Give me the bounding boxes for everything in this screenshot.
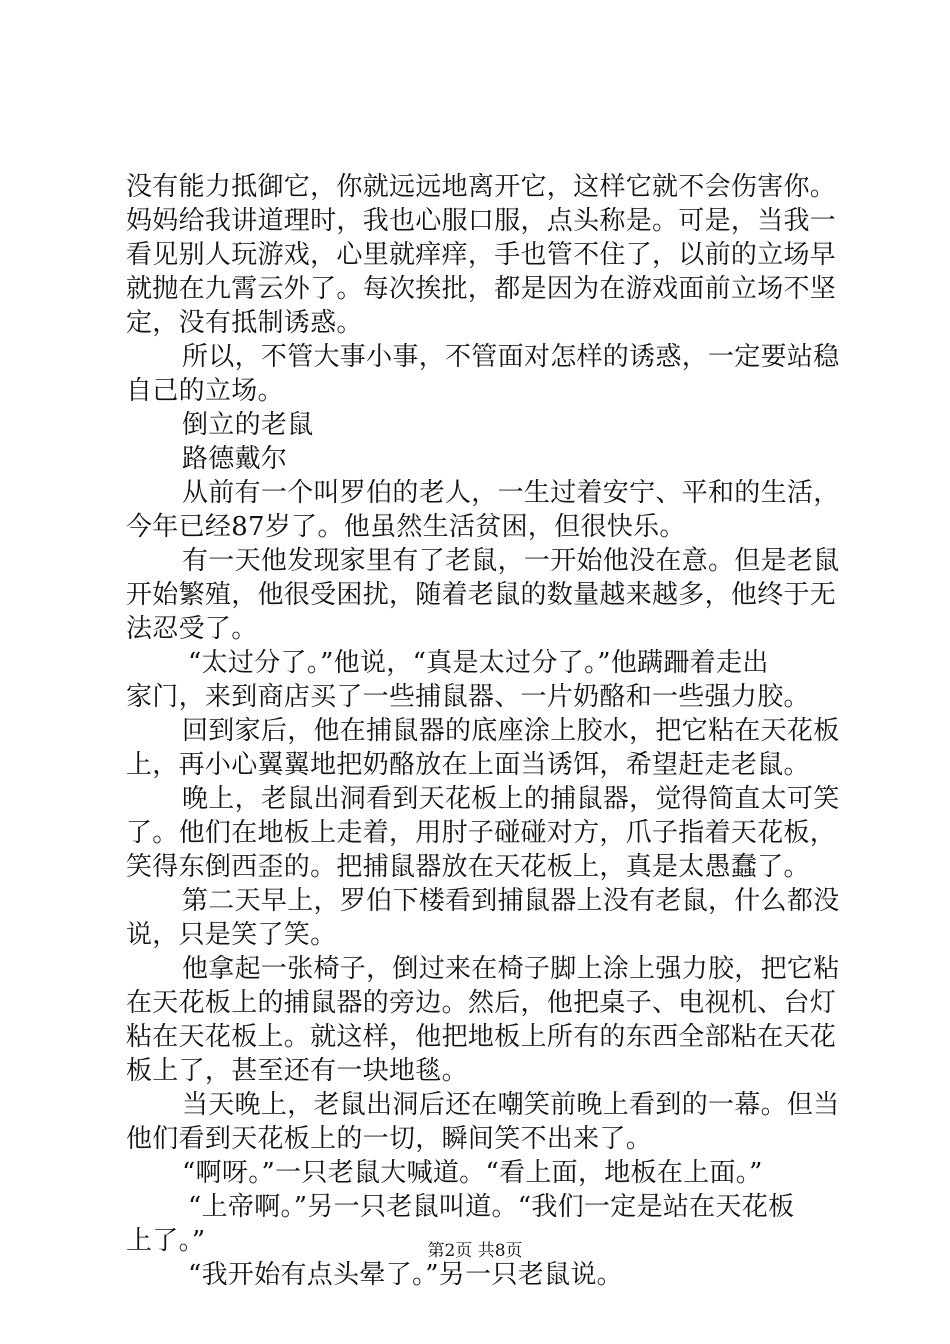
text-line: 回到家后，他在捕鼠器的底座涂上胶水，把它粘在天花板 [182, 716, 840, 746]
text-line: “我开始有点头晕了。”另一只老鼠说。 [188, 1260, 623, 1290]
text-line: 法忍受了。 [126, 614, 258, 644]
text-line: 家门，来到商店买了一些捕鼠器、一片奶酪和一些强力胶。 [126, 682, 810, 712]
text-line: 自己的立场。 [126, 376, 284, 406]
text-line: 板上了，甚至还有一块地毯。 [126, 1056, 468, 1086]
text-line: 他拿起一张椅子，倒过来在椅子脚上涂上强力胶，把它粘 [182, 954, 840, 984]
text-line: 粘在天花板上。就这样，他把地板上所有的东西全部粘在天花 [126, 1022, 837, 1052]
text-line: 笑得东倒西歪的。把捕鼠器放在天花板上，真是太愚蠢了。 [126, 852, 810, 882]
text-line: 当天晚上，老鼠出洞后还在嘲笑前晚上看到的一幕。但当 [182, 1090, 840, 1120]
text-line: 看见别人玩游戏，心里就痒痒，手也管不住了，以前的立场早 [126, 240, 837, 270]
text-line: 有一天他发现家里有了老鼠，一开始他没在意。但是老鼠 [182, 546, 840, 576]
text-line: 晚上，老鼠出洞看到天花板上的捕鼠器，觉得简直太可笑 [182, 784, 840, 814]
text-line: 第二天早上，罗伯下楼看到捕鼠器上没有老鼠，什么都没 [182, 886, 840, 916]
text-line: 所以，不管大事小事，不管面对怎样的诱惑，一定要站稳 [182, 342, 840, 372]
document-body [126, 170, 846, 1292]
text-line: 上，再小心翼翼地把奶酪放在上面当诱饵，希望赶走老鼠。 [126, 750, 810, 780]
text-line: 今年已经87岁了。他虽然生活贫困，但很快乐。 [126, 512, 686, 542]
text-line: 开始繁殖，他很受困扰，随着老鼠的数量越来越多，他终于无 [126, 580, 837, 610]
text-line: 在天花板上的捕鼠器的旁边。然后，他把桌子、电视机、台灯 [126, 988, 837, 1018]
text-line: 从前有一个叫罗伯的老人，一生过着安宁、平和的生活， [182, 478, 840, 508]
text-line: 定，没有抵制诱惑。 [126, 308, 363, 338]
text-line: 他们看到天花板上的一切，瞬间笑不出来了。 [126, 1124, 653, 1154]
text-line: 说，只是笑了笑。 [126, 920, 337, 950]
text-line: “啊呀。”一只老鼠大喊道。“看上面，地板在上面。” [182, 1158, 763, 1188]
text-line: 了。他们在地板上走着，用肘子碰碰对方，爪子指着天花板， [126, 818, 837, 848]
text-line: 妈妈给我讲道理时，我也心服口服，点头称是。可是，当我一 [126, 206, 837, 236]
text-line: “上帝啊。”另一只老鼠叫道。“我们一定是站在天花板 [188, 1192, 795, 1222]
text-line: 没有能力抵御它，你就远远地离开它，这样它就不会伤害你。 [126, 172, 837, 202]
page-footer: 第2页 共8页 [427, 1241, 523, 1261]
text-line: 就抛在九霄云外了。每次挨批，都是因为在游戏面前立场不坚 [126, 274, 837, 304]
text-line: 倒立的老鼠 [182, 410, 314, 440]
text-line: “太过分了。”他说，“真是太过分了。”他蹒跚着走出 [188, 648, 769, 678]
text-line: 路德戴尔 [182, 444, 288, 474]
text-line: 上了。” [126, 1226, 206, 1256]
